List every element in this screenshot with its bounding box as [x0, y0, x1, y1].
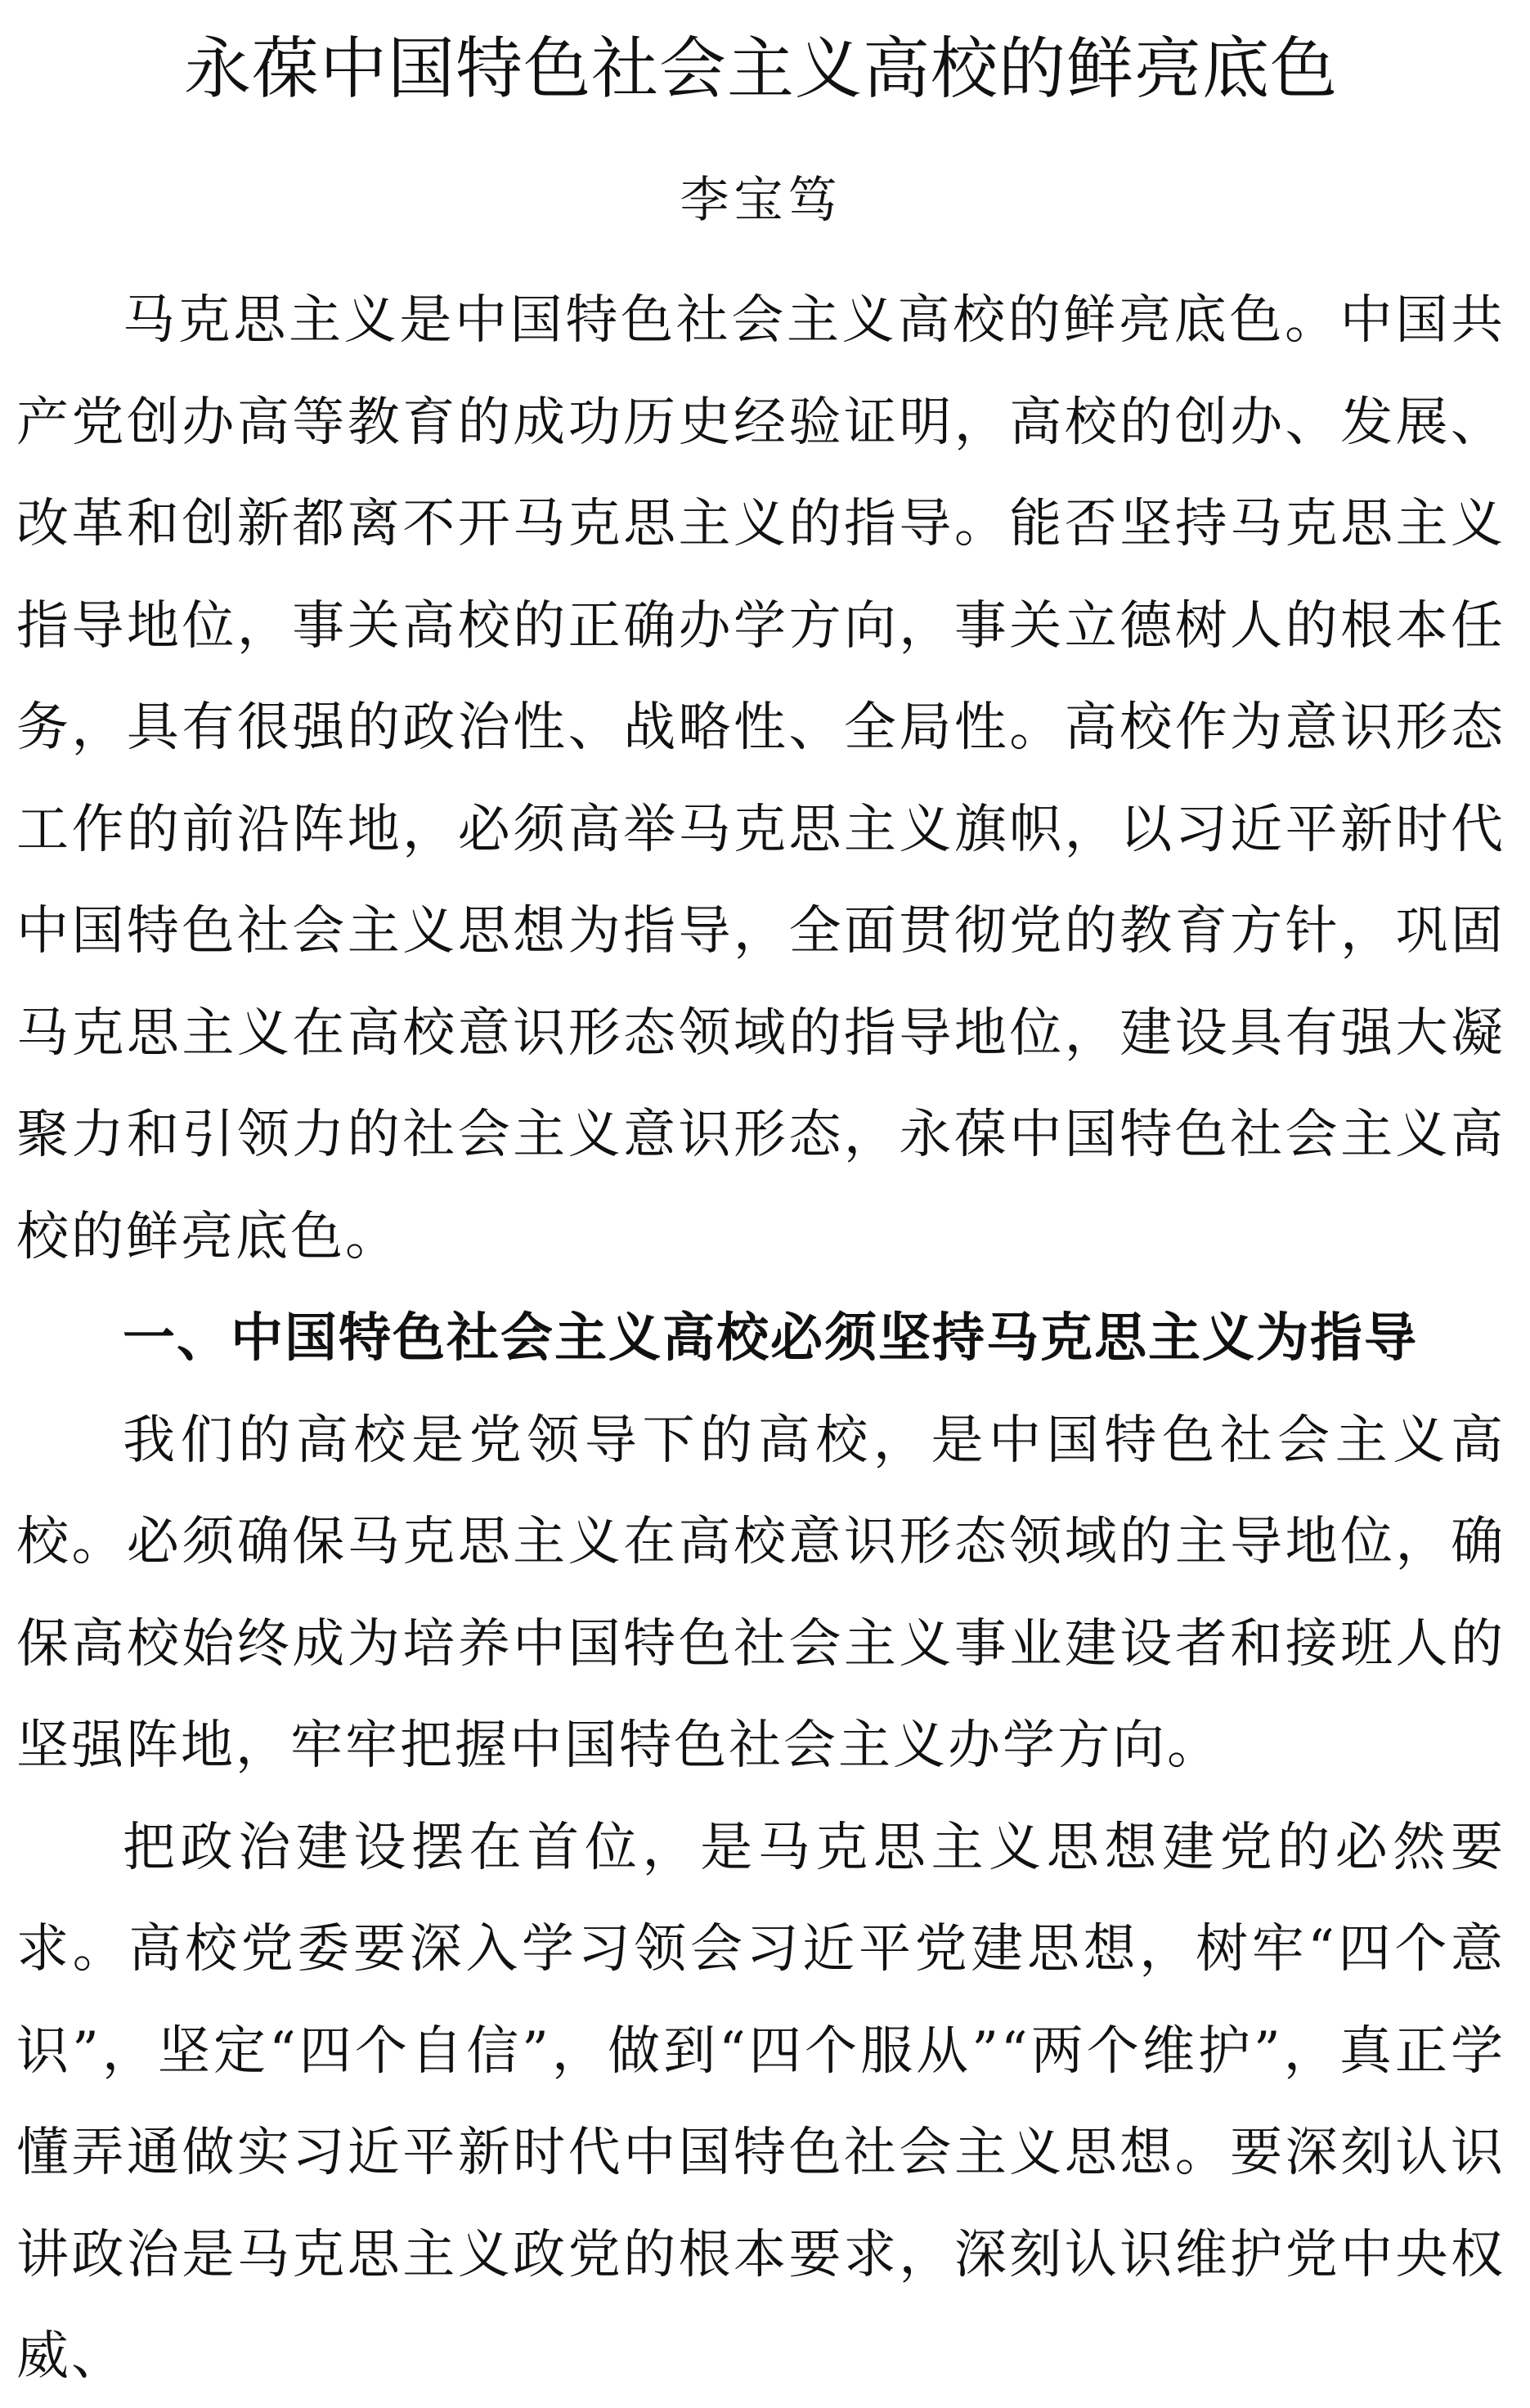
intro-paragraph: 马克思主义是中国特色社会主义高校的鲜亮底色。中国共产党创办高等教育的成功历史经验证明，高校的创办、发展、改革和创新都离不开马克思主义的指导。能否坚持马克思主义指导地位，事关高校的正确办学方向，事关立德树人的根本任务，具有很强的政治性、战略性、全局性。高校作为意识形态工作的前沿阵地，必须高举马克思主义旗帜，以习近平新时代中国特色社会主义思想为指导，全面贯彻党的教育方针，巩固马克思主义在高校意识形态领域的指导地位，建设具有强大凝聚力和引领力的社会主义意识形态，永葆中国特色社会主义高校的鲜亮底色。 — [16, 290, 1505, 1267]
author-name: 李宝笃 — [680, 172, 842, 229]
body-paragraph: 把政治建设摆在首位，是马克思主义思想建党的必然要求。高校党委要深入学习领会习近平党建思想，树牢“四个意识”，坚定“四个自信”，做到“四个服从”“两个维护”，真正学懂弄通做实习近平新时代中国特色社会主义思想。要深刻认识讲政治是马克思主义政党的根本要求，深刻认识维护党中央权威、 — [16, 1817, 1505, 2387]
section-heading: 一、中国特色社会主义高校必须坚持马克思主义为指导 — [123, 1308, 1418, 1369]
body-paragraph: 我们的高校是党领导下的高校，是中国特色社会主义高校。必须确保马克思主义在高校意识形态领域的主导地位，确保高校始终成为培养中国特色社会主义事业建设者和接班人的坚强阵地，牢牢把握中国特色社会主义办学方向。 — [16, 1410, 1505, 1776]
document-title: 永葆中国特色社会主义高校的鲜亮底色 — [183, 30, 1338, 108]
